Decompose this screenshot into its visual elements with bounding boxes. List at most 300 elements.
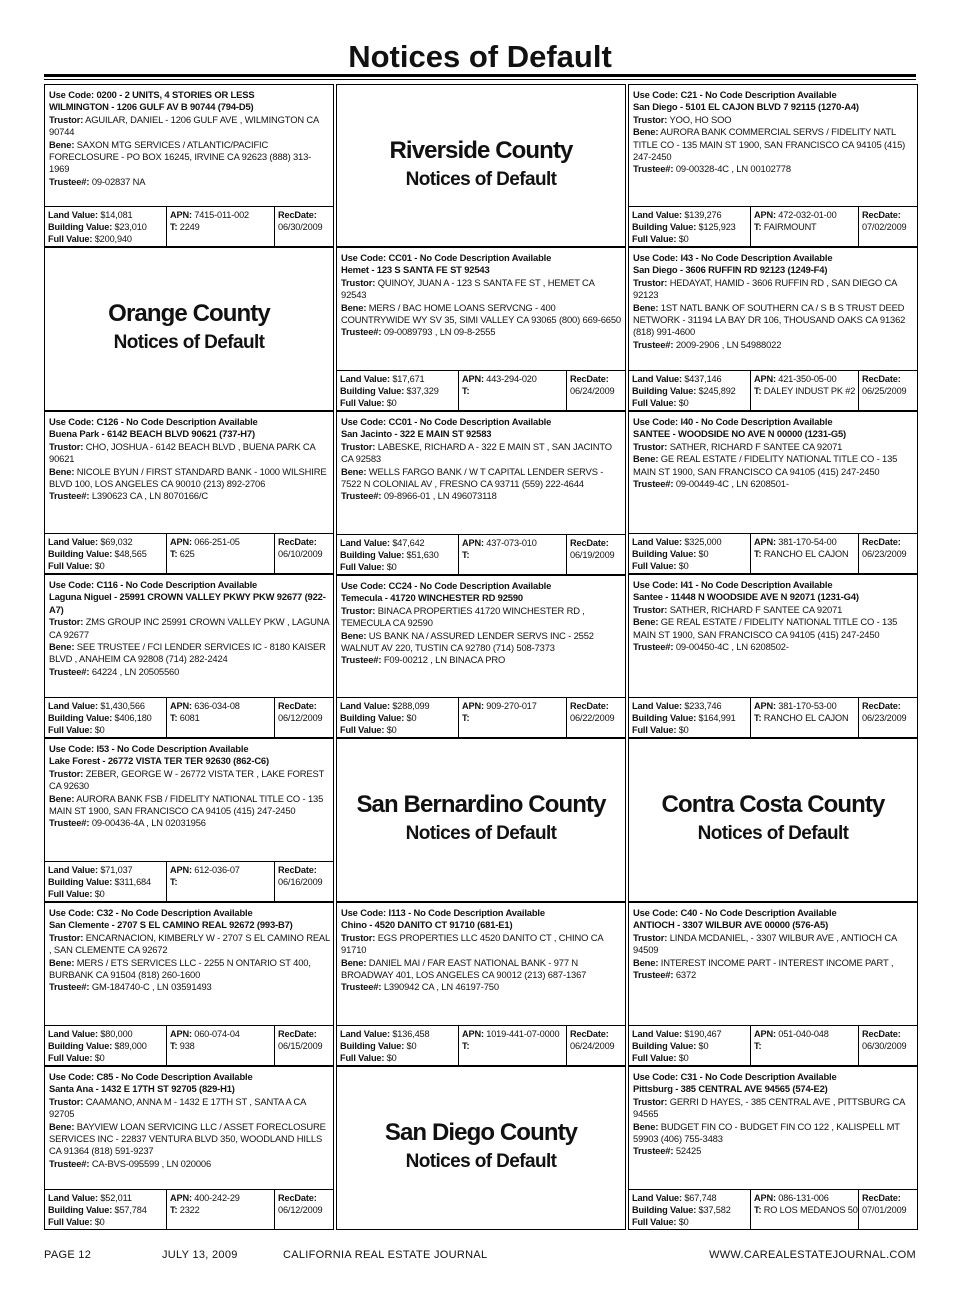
notice-record	[628, 902, 918, 1066]
tract-label: T:	[170, 713, 178, 724]
values-cell	[45, 862, 167, 901]
trustee-number-label: Trustee#:	[633, 338, 674, 350]
county-subtitle: Notices of Default	[405, 1151, 557, 1172]
apn-cell	[167, 1026, 275, 1065]
apn-label: APN:	[754, 210, 776, 220]
use-code-value: I41 - No Code Description Available	[680, 579, 833, 590]
trustor-value: CAAMANO, ANNA M - 1432 E 17TH ST , SANTA A CA 92705	[49, 1095, 306, 1120]
recdate-label: RecDate:	[862, 374, 901, 384]
apn-cell	[751, 1026, 859, 1065]
beneficiary-value: NICOLE BYUN / FIRST STANDARD BANK - 1000 WILSHIRE BLVD 100, LOS ANGELES CA 90010 (213) 892-2706	[49, 465, 327, 490]
notice-body	[633, 907, 914, 981]
apn-value: 909-270-017	[486, 701, 537, 711]
full-value-value: $0	[94, 889, 105, 900]
recdate-value: 06/25/2009	[862, 386, 907, 397]
values-cell	[629, 1190, 751, 1229]
value-row	[45, 206, 333, 246]
county-header-san-bernardino	[336, 738, 626, 902]
recdate-label: RecDate:	[570, 1029, 609, 1039]
notice-record	[44, 574, 334, 738]
notice-body	[49, 579, 330, 678]
trustee-number-value: 09-0089793 , LN 09-8-2555	[383, 326, 496, 338]
notice-record	[628, 411, 918, 574]
notice-record	[44, 1066, 334, 1230]
tract-label: T:	[462, 386, 470, 397]
land-value-label: Land Value:	[48, 1029, 98, 1039]
notice-record	[628, 84, 918, 247]
property-address: San Diego - 5101 EL CAJON BLVD 7 92115 (1270-A4)	[633, 101, 859, 113]
property-address: San Jacinto - 322 E MAIN ST 92583	[341, 428, 492, 440]
apn-label: APN:	[754, 1193, 776, 1203]
recdate-value: 06/23/2009	[862, 549, 907, 560]
recdate-cell	[275, 862, 333, 901]
recdate-label: RecDate:	[278, 537, 317, 547]
apn-label: APN:	[462, 701, 484, 711]
trustee-number-label: Trustee#:	[49, 981, 90, 993]
apn-label: APN:	[754, 1029, 776, 1039]
building-value-label: Building Value:	[48, 222, 113, 233]
tract-value: 2322	[179, 1205, 200, 1216]
use-code-label: Use Code:	[49, 579, 95, 590]
trustor-label: Trustor:	[49, 113, 84, 125]
full-value-value: $0	[386, 1053, 397, 1064]
full-value-value: $0	[94, 561, 105, 572]
beneficiary-label: Bene:	[633, 1120, 659, 1132]
apn-label: APN:	[754, 537, 776, 547]
building-value-label: Building Value:	[340, 386, 405, 397]
recdate-label: RecDate:	[862, 701, 901, 711]
notice-body	[633, 252, 914, 351]
apn-label: APN:	[462, 1029, 484, 1039]
notice-body	[341, 907, 622, 994]
full-value-label: Full Value:	[632, 561, 677, 572]
building-value-label: Building Value:	[340, 550, 405, 561]
recdate-value: 07/02/2009	[862, 222, 907, 233]
trustee-number-label: Trustee#:	[49, 665, 90, 677]
use-code-value: CC01 - No Code Description Available	[388, 416, 552, 427]
trustor-label: Trustor:	[49, 767, 84, 779]
trustor-label: Trustor:	[341, 440, 376, 452]
apn-value: 636-034-08	[194, 701, 240, 711]
tract-value: 625	[179, 549, 195, 560]
beneficiary-value: 1ST NATL BANK OF SOUTHERN CA / S B S TRUST DEED NETWORK - 31194 LA BAY DR 106, THOUSAND OAKS CA 91362 (818) 991-4600	[633, 301, 906, 338]
footer-website: WWW.CAREALESTATEJOURNAL.COM	[709, 1249, 916, 1261]
trustee-number-value: GM-184740-C , LN 03591493	[91, 981, 212, 993]
county-subtitle: Notices of Default	[113, 332, 265, 353]
use-code-value: C85 - No Code Description Available	[96, 1071, 253, 1082]
property-address: Temecula - 41720 WINCHESTER RD 92590	[341, 592, 523, 604]
tract-value: RO LOS MEDANOS 50	[763, 1205, 858, 1216]
recdate-value: 06/22/2009	[570, 713, 615, 724]
building-value-label: Building Value:	[48, 713, 113, 724]
land-value-value: $1,430,566	[100, 701, 145, 711]
apn-value: 086-131-006	[778, 1193, 829, 1203]
use-code-value: I113 - No Code Description Available	[388, 907, 545, 918]
land-value-label: Land Value:	[632, 701, 682, 711]
recdate-label: RecDate:	[862, 1029, 901, 1039]
land-value-value: $67,748	[684, 1193, 717, 1203]
property-address: Chino - 4520 DANITO CT 91710 (681-E1)	[341, 919, 513, 931]
notice-body	[633, 89, 914, 176]
beneficiary-value: GE REAL ESTATE / FIDELITY NATIONAL TITLE CO - 135 MAIN ST 1900, SAN FRANCISCO CA 94105 (415) 247-2450	[633, 616, 898, 640]
trustee-number-value: 09-00436-4A , LN 02031956	[91, 817, 206, 829]
use-code-value: C40 - No Code Description Available	[680, 907, 837, 918]
apn-label: APN:	[170, 210, 192, 220]
use-code-value: CC01 - No Code Description Available	[388, 252, 552, 263]
apn-cell	[459, 698, 567, 737]
footer-date: JULY 13, 2009	[162, 1249, 238, 1261]
use-code-label: Use Code:	[341, 252, 387, 263]
trustor-label: Trustor:	[341, 931, 376, 943]
trustor-value: ZEBER, GEORGE W - 26772 VISTA TER , LAKE FOREST CA 92630	[49, 767, 325, 792]
building-value-value: $164,991	[698, 713, 736, 724]
tract-label: T:	[462, 713, 470, 724]
trustor-value: BINACA PROPERTIES 41720 WINCHESTER RD , TEMECULA CA 92590	[341, 604, 585, 629]
value-row	[45, 1025, 333, 1065]
recdate-label: RecDate:	[570, 538, 609, 548]
beneficiary-label: Bene:	[49, 792, 75, 804]
notice-record	[336, 411, 626, 575]
building-value-value: $0	[698, 1041, 709, 1052]
beneficiary-label: Bene:	[49, 641, 75, 653]
trustor-value: YOO, HO SOO	[669, 113, 732, 125]
apn-label: APN:	[170, 1193, 192, 1203]
beneficiary-label: Bene:	[341, 956, 367, 968]
land-value-value: $69,032	[100, 537, 133, 547]
property-address: Laguna Niguel - 25991 CROWN VALLEY PKWY PKW 92677 (922-A7)	[49, 591, 326, 615]
apn-value: 066-251-05	[194, 537, 240, 547]
apn-value: 7415-011-002	[194, 210, 249, 220]
tract-label: T:	[754, 713, 762, 724]
trustor-value: ENCARNACION, KIMBERLY W - 2707 S EL CAMINO REAL , SAN CLEMENTE CA 92672	[49, 931, 330, 956]
values-cell	[45, 534, 167, 573]
land-value-value: $136,458	[392, 1029, 430, 1039]
tract-label: T:	[754, 549, 762, 560]
recdate-label: RecDate:	[278, 210, 317, 220]
values-cell	[337, 535, 459, 574]
building-value-value: $48,565	[114, 549, 147, 560]
use-code-value: C21 - No Code Description Available	[680, 89, 837, 100]
notice-body	[341, 580, 622, 667]
trustee-number-label: Trustee#:	[49, 817, 90, 829]
trustor-label: Trustor:	[49, 440, 84, 452]
county-name: San Diego County	[384, 1119, 578, 1146]
apn-value: 051-040-048	[778, 1029, 829, 1039]
notice-record	[628, 574, 918, 738]
values-cell	[337, 371, 459, 410]
value-row	[629, 697, 917, 737]
tract-value: 6081	[179, 713, 200, 724]
beneficiary-label: Bene:	[49, 465, 75, 477]
county-header-contra-costa	[628, 738, 918, 902]
full-value-label: Full Value:	[48, 561, 93, 572]
land-value-label: Land Value:	[48, 537, 98, 547]
recdate-cell	[859, 1190, 917, 1229]
recdate-label: RecDate:	[278, 865, 317, 875]
values-cell	[45, 1026, 167, 1065]
notice-record	[336, 247, 626, 411]
property-address: ANTIOCH - 3307 WILBUR AVE 00000 (576-A5)	[633, 919, 829, 931]
values-cell	[629, 207, 751, 246]
recdate-value: 06/12/2009	[278, 1205, 323, 1216]
use-code-label: Use Code:	[633, 89, 679, 100]
land-value-label: Land Value:	[48, 701, 98, 711]
apn-value: 381-170-54-00	[778, 537, 837, 547]
values-cell	[629, 1026, 751, 1065]
notice-body	[49, 1071, 330, 1170]
trustor-label: Trustor:	[633, 113, 668, 125]
recdate-cell	[567, 1026, 625, 1065]
tract-value: 2249	[179, 222, 200, 233]
full-value-value: $0	[678, 725, 689, 736]
recdate-cell	[567, 535, 625, 574]
trustor-label: Trustor:	[341, 276, 376, 288]
use-code-label: Use Code:	[633, 579, 679, 590]
values-cell	[337, 698, 459, 737]
beneficiary-label: Bene:	[633, 453, 659, 465]
notice-record	[44, 902, 334, 1066]
use-code-label: Use Code:	[49, 1071, 95, 1082]
use-code-label: Use Code:	[633, 1071, 679, 1082]
use-code-label: Use Code:	[49, 907, 95, 918]
trustee-number-label: Trustee#:	[633, 969, 674, 981]
property-address: Lake Forest - 26772 VISTA TER TER 92630 (862-C6)	[49, 755, 269, 767]
trustee-number-value: 09-00328-4C , LN 00102778	[675, 163, 791, 175]
values-cell	[629, 698, 751, 737]
recdate-value: 06/12/2009	[278, 713, 323, 724]
beneficiary-value: MERS / ETS SERVICES LLC - 2255 N ONTARIO ST 400, BURBANK CA 91504 (818) 260-1600	[49, 956, 311, 981]
land-value-value: $17,671	[392, 374, 425, 384]
building-value-label: Building Value:	[48, 1205, 113, 1216]
notice-body	[633, 579, 914, 653]
notice-body	[341, 252, 622, 339]
trustor-value: AGUILAR, DANIEL - 1206 GULF AVE , WILMINGTON CA 90744	[49, 113, 319, 138]
trustor-value: SATHER, RICHARD F SANTEE CA 92071	[669, 603, 843, 615]
trustor-label: Trustor:	[341, 604, 376, 616]
tract-label: T:	[170, 222, 178, 233]
use-code-label: Use Code:	[341, 907, 387, 918]
values-cell	[45, 207, 167, 246]
property-address: Santa Ana - 1432 E 17TH ST 92705 (829-H1)	[49, 1083, 235, 1095]
trustor-label: Trustor:	[49, 616, 84, 628]
notice-record	[336, 902, 626, 1066]
county-name: Contra Costa County	[661, 791, 885, 818]
recdate-label: RecDate:	[278, 701, 317, 711]
beneficiary-value: DANIEL MAI / FAR EAST NATIONAL BANK - 977 N BROADWAY 401, LOS ANGELES CA 90012 (213) 687-1367	[341, 956, 587, 981]
recdate-label: RecDate:	[862, 1193, 901, 1203]
trustor-value: EGS PROPERTIES LLC 4520 DANITO CT , CHINO CA 91710	[341, 931, 603, 956]
land-value-value: $233,746	[684, 701, 722, 711]
trustee-number-value: 09-00449-4C , LN 6208501-	[675, 478, 789, 490]
trustee-number-value: 64224 , LN 20505560	[91, 665, 180, 677]
beneficiary-value: SAXON MTG SERVICES / ATLANTIC/PACIFIC FORECLOSURE - PO BOX 16245, IRVINE CA 92623 (888) 313-1969	[49, 138, 312, 175]
full-value-value: $0	[94, 1217, 105, 1228]
land-value-value: $190,467	[684, 1029, 722, 1039]
land-value-value: $71,037	[100, 865, 133, 875]
apn-cell	[459, 1026, 567, 1065]
use-code-value: I43 - No Code Description Available	[680, 252, 833, 263]
county-name: Riverside County	[389, 136, 573, 164]
apn-label: APN:	[170, 701, 192, 711]
trustee-number-label: Trustee#:	[49, 175, 90, 187]
full-value-label: Full Value:	[48, 889, 93, 900]
value-row	[45, 1189, 333, 1229]
notice-record	[44, 84, 334, 247]
trustor-label: Trustor:	[633, 931, 668, 943]
full-value-value: $0	[386, 562, 397, 573]
apn-label: APN:	[170, 1029, 192, 1039]
land-value-value: $47,642	[392, 538, 425, 548]
county-name: San Bernardino County	[356, 791, 606, 818]
trustee-number-value: 09-8966-01 , LN 496073118	[383, 490, 497, 502]
land-value-label: Land Value:	[48, 865, 98, 875]
trustee-number-value: 09-02837 NA	[91, 175, 146, 187]
property-address: Pittsburg - 385 CENTRAL AVE 94565 (574-E2)	[633, 1083, 828, 1095]
county-subtitle: Notices of Default	[405, 168, 557, 190]
recdate-cell	[275, 534, 333, 573]
tract-label: T:	[462, 1041, 470, 1052]
building-value-value: $89,000	[114, 1041, 147, 1052]
full-value-value: $0	[386, 725, 397, 736]
full-value-label: Full Value:	[632, 234, 677, 245]
values-cell	[45, 698, 167, 737]
full-value-label: Full Value:	[340, 562, 385, 573]
recdate-value: 06/24/2009	[570, 386, 615, 397]
value-row	[629, 206, 917, 246]
notice-body	[341, 416, 622, 503]
apn-value: 060-074-04	[194, 1029, 240, 1039]
building-value-label: Building Value:	[632, 1205, 697, 1216]
recdate-cell	[567, 371, 625, 410]
land-value-value: $52,011	[100, 1193, 132, 1203]
apn-value: 381-170-53-00	[778, 701, 837, 711]
land-value-label: Land Value:	[632, 537, 682, 547]
tract-label: T:	[462, 550, 470, 561]
notice-record	[44, 738, 334, 902]
land-value-label: Land Value:	[340, 538, 390, 548]
value-row	[629, 533, 917, 573]
recdate-cell	[859, 207, 917, 246]
apn-cell	[459, 535, 567, 574]
footer-publication: CALIFORNIA REAL ESTATE JOURNAL	[283, 1249, 488, 1261]
property-address: WILMINGTON - 1206 GULF AV B 90744 (794-D5)	[49, 101, 254, 113]
tract-value: DALEY INDUST PK #2	[763, 386, 856, 397]
notice-record	[628, 247, 918, 411]
notice-record	[336, 575, 626, 738]
full-value-label: Full Value:	[340, 725, 385, 736]
use-code-value: C116 - No Code Description Available	[96, 579, 258, 590]
use-code-value: C32 - No Code Description Available	[96, 907, 253, 918]
recdate-value: 06/19/2009	[570, 550, 615, 561]
full-value-value: $0	[386, 398, 397, 409]
beneficiary-value: MERS / BAC HOME LOANS SERVCNG - 400 COUNTRYWIDE WY SV 35, SIMI VALLEY CA 93065 (800) 669-6650	[341, 301, 621, 326]
use-code-label: Use Code:	[633, 416, 679, 427]
trustor-label: Trustor:	[633, 1095, 668, 1107]
full-value-label: Full Value:	[632, 1217, 677, 1228]
apn-value: 437-073-010	[486, 538, 537, 548]
land-value-label: Land Value:	[632, 210, 682, 220]
apn-cell	[459, 371, 567, 410]
recdate-value: 06/15/2009	[278, 1041, 323, 1052]
tract-value: RANCHO EL CAJON	[763, 549, 849, 560]
beneficiary-value: BUDGET FIN CO - BUDGET FIN CO 122 , KALISPELL MT 59903 (406) 755-3483	[633, 1120, 900, 1145]
building-value-value: $51,630	[406, 550, 439, 561]
land-value-label: Land Value:	[632, 1029, 682, 1039]
property-address: Hemet - 123 S SANTA FE ST 92543	[341, 264, 490, 276]
tract-label: T:	[170, 877, 178, 888]
trustee-number-value: 2009-2906 , LN 54988022	[675, 338, 782, 350]
building-value-label: Building Value:	[632, 386, 697, 397]
trustor-label: Trustor:	[633, 440, 668, 452]
apn-cell	[751, 371, 859, 410]
recdate-value: 06/23/2009	[862, 713, 907, 724]
tract-label: T:	[754, 1041, 762, 1052]
land-value-label: Land Value:	[48, 1193, 98, 1203]
tract-label: T:	[754, 222, 762, 233]
county-header-riverside	[336, 84, 626, 247]
notice-body	[49, 416, 330, 503]
apn-cell	[751, 207, 859, 246]
beneficiary-label: Bene:	[341, 301, 367, 313]
land-value-label: Land Value:	[632, 374, 682, 384]
value-row	[337, 1025, 625, 1065]
county-name: Orange County	[108, 300, 270, 327]
trustor-value: GERRI D HAYES, - 385 CENTRAL AVE , PITTSBURG CA 94565	[633, 1095, 905, 1120]
use-code-label: Use Code:	[49, 89, 95, 100]
trustor-label: Trustor:	[49, 1095, 84, 1107]
recdate-label: RecDate:	[278, 1193, 317, 1203]
values-cell	[45, 1190, 167, 1229]
land-value-value: $80,000	[100, 1029, 133, 1039]
trustor-value: ZMS GROUP INC 25991 CROWN VALLEY PKW , LAGUNA CA 92677	[49, 616, 330, 640]
trustee-number-label: Trustee#:	[341, 326, 382, 338]
recdate-value: 06/16/2009	[278, 877, 323, 888]
use-code-label: Use Code:	[49, 743, 95, 754]
values-cell	[629, 534, 751, 573]
beneficiary-value: AURORA BANK FSB / FIDELITY NATIONAL TITLE CO - 135 MAIN ST 1900, SAN FRANCISCO CA 94105 (415) 247-2450	[49, 792, 324, 817]
trustor-value: LABESKE, RICHARD A - 322 E MAIN ST , SAN JACINTO CA 92583	[341, 440, 612, 465]
land-value-label: Land Value:	[48, 210, 98, 220]
apn-label: APN:	[462, 538, 484, 548]
full-value-value: $0	[94, 725, 105, 736]
building-value-value: $0	[698, 549, 709, 560]
full-value-value: $0	[678, 398, 689, 409]
beneficiary-value: INTEREST INCOME PART - INTEREST INCOME PART ,	[660, 956, 894, 968]
trustee-number-value: CA-BVS-095599 , LN 020006	[91, 1157, 212, 1169]
beneficiary-label: Bene:	[49, 956, 75, 968]
notice-body	[49, 907, 330, 994]
apn-cell	[167, 1190, 275, 1229]
tract-label: T:	[754, 1205, 762, 1216]
full-value-label: Full Value:	[632, 1053, 677, 1064]
beneficiary-value: US BANK NA / ASSURED LENDER SERVS INC - 2552 WALNUT AV 220, TUSTIN CA 92780 (714) 508-7373	[341, 629, 594, 654]
use-code-value: C31 - No Code Description Available	[680, 1071, 837, 1082]
property-address: San Diego - 3606 RUFFIN RD 92123 (1249-F4)	[633, 264, 828, 276]
page-title: Notices of Default	[348, 39, 612, 74]
apn-value: 400-242-29	[194, 1193, 240, 1203]
values-cell	[337, 1026, 459, 1065]
building-value-label: Building Value:	[48, 1041, 113, 1052]
beneficiary-label: Bene:	[341, 465, 367, 477]
apn-cell	[167, 862, 275, 901]
apn-cell	[167, 534, 275, 573]
apn-value: 421-350-05-00	[778, 374, 837, 384]
building-value-label: Building Value:	[632, 549, 697, 560]
recdate-value: 06/10/2009	[278, 549, 323, 560]
building-value-value: $37,582	[698, 1205, 731, 1216]
beneficiary-label: Bene:	[633, 126, 659, 138]
building-value-label: Building Value:	[340, 1041, 405, 1052]
